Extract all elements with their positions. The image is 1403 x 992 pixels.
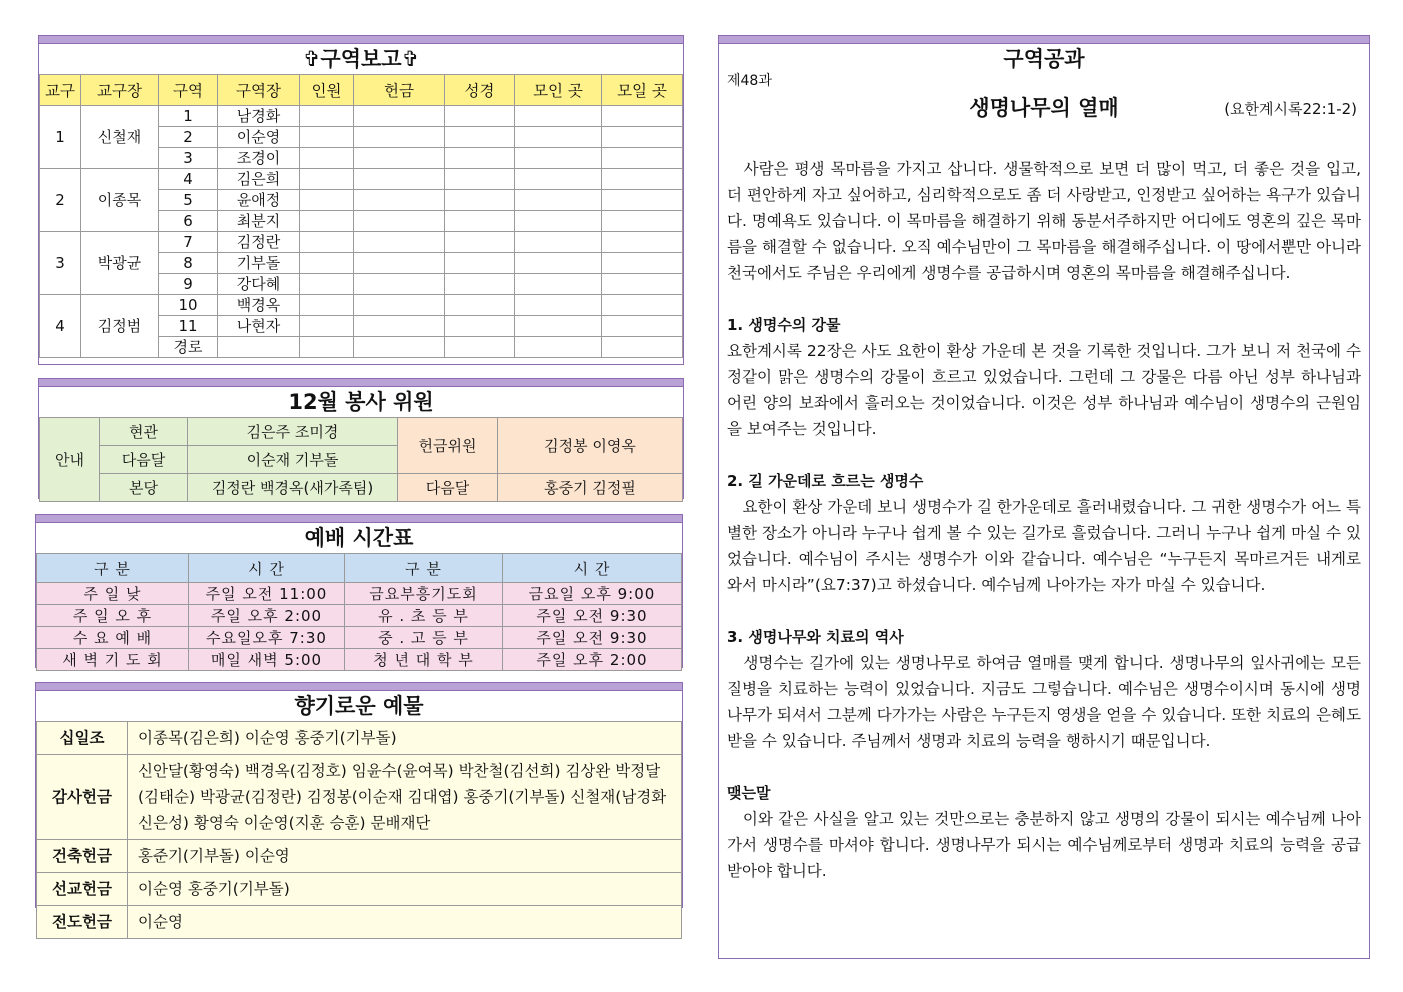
parish-leader-cell: 이종목	[81, 169, 159, 232]
empty-cell	[300, 337, 354, 358]
parish-cell: 3	[40, 232, 81, 295]
offering-committee-names: 김정봉 이영옥	[498, 418, 683, 474]
empty-cell	[602, 211, 683, 232]
lesson-body	[727, 156, 1361, 884]
empty-cell	[300, 190, 354, 211]
offering-names: 이순영	[128, 906, 682, 939]
header-cell: 헌금	[354, 75, 445, 106]
empty-cell	[602, 127, 683, 148]
district-number-cell: 1	[159, 106, 218, 127]
panel-topbar	[39, 36, 683, 44]
service-time-cell: 매일 새벽 5:00	[189, 649, 345, 671]
offering-type-label: 감사헌금	[37, 755, 128, 840]
offering-committee-label: 헌금위원	[398, 418, 498, 474]
service-name-cell: 주 일 낮	[37, 583, 189, 605]
empty-cell	[515, 106, 602, 127]
offering-title: 향기로운 예물	[294, 694, 424, 718]
empty-cell	[445, 253, 515, 274]
parish-leader-cell: 김정범	[81, 295, 159, 358]
empty-cell	[300, 127, 354, 148]
empty-cell	[515, 190, 602, 211]
section-text: 생명수는 길가에 있는 생명나무로 하여금 열매를 맺게 합니다. 생명나무의 잎사귀에는 모든 질병을 치료하는 능력이 있었습니다. 지금도 그렇습니다. 예수님은 생명수이시며 동시에 생명나무가 되셔서 그분께 다가가는 사람은 누구든지 영생을 얻을 수 있습니다. 또한 치료의 은혜도 받을 수 있습니다. 주님께서 생명과 치료의 능력을 행하시기 때문입니다.	[727, 654, 1361, 750]
next-month-names: 홍중기 김정필	[498, 474, 683, 502]
parish-cell: 1	[40, 106, 81, 169]
empty-cell	[515, 148, 602, 169]
empty-cell	[445, 337, 515, 358]
service-place: 본당	[100, 474, 188, 502]
empty-cell	[602, 232, 683, 253]
empty-cell	[300, 148, 354, 169]
header-cell: 모일 곳	[602, 75, 683, 106]
district-number-cell: 8	[159, 253, 218, 274]
district-report-table	[39, 74, 683, 358]
service-time-cell: 주일 오후 2:00	[189, 605, 345, 627]
header-cell: 구역	[159, 75, 218, 106]
empty-cell	[300, 253, 354, 274]
empty-cell	[515, 295, 602, 316]
empty-cell	[354, 253, 445, 274]
empty-cell	[515, 211, 602, 232]
section-title: 3. 생명나무와 치료의 역사	[727, 628, 904, 646]
offering-type-label: 십일조	[37, 722, 128, 755]
district-leader-cell: 강다혜	[218, 274, 300, 295]
empty-cell	[300, 316, 354, 337]
header-cell: 시 간	[503, 554, 682, 583]
empty-cell	[515, 253, 602, 274]
table-row	[40, 295, 683, 316]
service-name-cell: 유 . 초 등 부	[345, 605, 503, 627]
service-time-cell: 주일 오전 9:30	[503, 605, 682, 627]
service-table	[39, 417, 683, 502]
next-month-label: 다음달	[398, 474, 498, 502]
empty-cell	[445, 232, 515, 253]
table-header-row	[40, 75, 683, 106]
empty-cell	[354, 127, 445, 148]
district-number-cell: 4	[159, 169, 218, 190]
table-row	[37, 583, 682, 605]
empty-cell	[445, 211, 515, 232]
empty-cell	[445, 190, 515, 211]
empty-cell	[602, 106, 683, 127]
section-title: 1. 생명수의 강물	[727, 316, 841, 334]
table-row	[37, 649, 682, 671]
empty-cell	[300, 295, 354, 316]
offering-names: 홍준기(기부돌) 이순영	[128, 840, 682, 873]
worship-table	[36, 553, 682, 671]
parish-leader-cell: 박광균	[81, 232, 159, 295]
header-cell: 인원	[300, 75, 354, 106]
lesson-intro: 사람은 평생 목마름을 가지고 삽니다. 생물학적으로 보면 더 많이 먹고, 더 좋은 것을 입고, 더 편안하게 자고 싶어하고, 심리학적으로도 좀 더 사랑받고, 인정받고 싶어하는 욕구가 있습니다. 명예욕도 있습니다. 이 목마름을 해결하기 위해 동분서주하지만 어디에도 영혼의 깊은 목마름을 해결할 수 없습니다. 오직 예수님만이 그 목마름을 해결해주십니다. 이 땅에서뿐만 아니라 천국에서도 주님은 우리에게 생명수를 공급하시며 영혼의 목마름을 해결해주십니다.	[727, 160, 1361, 282]
header-cell: 구 분	[37, 554, 189, 583]
district-body	[40, 106, 683, 358]
empty-cell	[354, 148, 445, 169]
district-leader-cell	[218, 337, 300, 358]
offering-type-label: 건축헌금	[37, 840, 128, 873]
district-number-cell: 6	[159, 211, 218, 232]
service-name-cell: 수 요 예 배	[37, 627, 189, 649]
offering-names: 신안달(황영숙) 백경옥(김정호) 임윤수(윤여목) 박찬철(김선희) 김상완 박정달(김태순) 박광균(김정란) 김정봉(이순재 김대엽) 홍중기(기부돌) 신철재(남경화 신은성) 황영숙 이순영(지훈 승훈) 문배재단	[128, 755, 682, 840]
empty-cell	[300, 106, 354, 127]
empty-cell	[602, 253, 683, 274]
district-leader-cell: 김은희	[218, 169, 300, 190]
empty-cell	[515, 274, 602, 295]
table-row	[37, 627, 682, 649]
empty-cell	[515, 127, 602, 148]
header-cell: 교구	[40, 75, 81, 106]
empty-cell	[445, 316, 515, 337]
parish-cell: 2	[40, 169, 81, 232]
empty-cell	[515, 316, 602, 337]
empty-cell	[300, 232, 354, 253]
empty-cell	[354, 190, 445, 211]
service-name-cell: 새 벽 기 도 회	[37, 649, 189, 671]
empty-cell	[445, 169, 515, 190]
service-time-cell: 주일 오후 2:00	[503, 649, 682, 671]
district-number-cell: 11	[159, 316, 218, 337]
empty-cell	[515, 169, 602, 190]
table-row	[40, 474, 683, 502]
section-text: 요한계시록 22장은 사도 요한이 환상 가운데 본 것을 기록한 것입니다. 그가 보니 저 천국에 수정같이 맑은 생명수의 강물이 흐르고 있었습니다. 그런데 그 강물은 다름 아닌 성부 하나님과 어린 양의 보좌에서 흘러오는 것이었습니다. 이것은 성부 하나님과 예수님이 생명수의 근원임을 보여주는 것입니다.	[727, 342, 1361, 438]
district-number-cell: 경로	[159, 337, 218, 358]
empty-cell	[354, 211, 445, 232]
empty-cell	[354, 169, 445, 190]
service-time-cell: 수요일오후 7:30	[189, 627, 345, 649]
district-leader-cell: 백경옥	[218, 295, 300, 316]
table-header-row	[37, 554, 682, 583]
service-name-cell: 청 년 대 학 부	[345, 649, 503, 671]
worship-title: 예배 시간표	[304, 526, 414, 550]
offering-body	[37, 722, 682, 939]
district-leader-cell: 최분지	[218, 211, 300, 232]
district-leader-cell: 윤애정	[218, 190, 300, 211]
empty-cell	[445, 274, 515, 295]
service-place: 현관	[100, 418, 188, 446]
empty-cell	[515, 232, 602, 253]
district-report-panel	[38, 35, 684, 365]
offering-table	[36, 721, 682, 939]
service-names: 이순재 기부돌	[188, 446, 398, 474]
district-number-cell: 3	[159, 148, 218, 169]
district-leader-cell: 남경화	[218, 106, 300, 127]
district-leader-cell: 조경이	[218, 148, 300, 169]
table-row	[37, 906, 682, 939]
empty-cell	[300, 274, 354, 295]
district-number-cell: 2	[159, 127, 218, 148]
empty-cell	[445, 127, 515, 148]
empty-cell	[445, 295, 515, 316]
district-number-cell: 9	[159, 274, 218, 295]
header-cell: 성경	[445, 75, 515, 106]
empty-cell	[602, 337, 683, 358]
district-leader-cell: 이순영	[218, 127, 300, 148]
empty-cell	[602, 190, 683, 211]
empty-cell	[354, 337, 445, 358]
empty-cell	[300, 169, 354, 190]
empty-cell	[354, 316, 445, 337]
empty-cell	[602, 295, 683, 316]
header-cell: 모인 곳	[515, 75, 602, 106]
header-cell: 시 간	[189, 554, 345, 583]
service-place: 다음달	[100, 446, 188, 474]
offering-names: 이순영 홍중기(기부돌)	[128, 873, 682, 906]
header-cell: 구 분	[345, 554, 503, 583]
service-names: 김은주 조미경	[188, 418, 398, 446]
closing-title: 맺는말	[727, 784, 771, 802]
lesson-header: 구역공과	[1003, 47, 1085, 71]
table-row	[40, 232, 683, 253]
lesson-reference: (요한계시록22:1-2)	[1224, 100, 1357, 118]
service-name-cell: 주 일 오 후	[37, 605, 189, 627]
guide-label: 안내	[40, 418, 100, 502]
parish-cell: 4	[40, 295, 81, 358]
panel-topbar	[719, 36, 1369, 44]
empty-cell	[602, 169, 683, 190]
empty-cell	[354, 295, 445, 316]
empty-cell	[445, 148, 515, 169]
offering-type-label: 전도헌금	[37, 906, 128, 939]
district-leader-cell: 나현자	[218, 316, 300, 337]
district-leader-cell: 기부돌	[218, 253, 300, 274]
header-cell: 교구장	[81, 75, 159, 106]
service-panel	[38, 378, 684, 499]
empty-cell	[300, 211, 354, 232]
panel-topbar	[39, 379, 683, 387]
header-cell: 구역장	[218, 75, 300, 106]
offering-type-label: 선교헌금	[37, 873, 128, 906]
table-row	[40, 169, 683, 190]
lesson-title: 생명나무의 열매	[969, 96, 1119, 120]
service-time-cell: 금요일 오후 9:00	[503, 583, 682, 605]
panel-topbar	[36, 683, 682, 691]
table-row	[40, 418, 683, 446]
service-name-cell: 금요부흥기도회	[345, 583, 503, 605]
service-name-cell: 중 . 고 등 부	[345, 627, 503, 649]
offering-names: 이종목(김은희) 이순영 홍중기(기부돌)	[128, 722, 682, 755]
table-row	[37, 605, 682, 627]
section-text: 요한이 환상 가운데 보니 생명수가 길 한가운데로 흘러내렸습니다. 그 귀한 생명수가 어느 특별한 장소가 아니라 누구나 쉽게 볼 수 있는 길가로 흘렀습니다. 그러니 누구나 쉽게 마실 수 있었습니다. 예수님이 주시는 생명수가 이와 같습니다. 예수님은 “누구든지 목마르거든 내게로 와서 마시라”(요7:37)고 하셨습니다. 예수님께 나아가는 자가 마실 수 있습니다.	[727, 498, 1361, 594]
district-report-title: ✞구역보고✞	[302, 47, 420, 71]
closing-text: 이와 같은 사실을 알고 있는 것만으로는 충분하지 않고 생명의 강물이 되시는 예수님께 나아가서 생명수를 마셔야 합니다. 생명나무가 되시는 예수님께로부터 생명과 치료의 능력을 공급받아야 합니다.	[727, 810, 1361, 880]
service-time-cell: 주일 오전 9:30	[503, 627, 682, 649]
service-title: 12월 봉사 위원	[288, 390, 434, 414]
table-row	[40, 106, 683, 127]
lesson-number: 제48과	[727, 73, 772, 89]
district-number-cell: 10	[159, 295, 218, 316]
district-number-cell: 5	[159, 190, 218, 211]
table-row	[37, 755, 682, 840]
lesson-panel	[718, 35, 1370, 959]
worship-panel	[35, 514, 683, 668]
empty-cell	[602, 148, 683, 169]
district-leader-cell: 김정란	[218, 232, 300, 253]
empty-cell	[602, 274, 683, 295]
panel-topbar	[36, 515, 682, 523]
district-number-cell: 7	[159, 232, 218, 253]
service-names: 김정란 백경옥(새가족팀)	[188, 474, 398, 502]
empty-cell	[354, 232, 445, 253]
empty-cell	[602, 316, 683, 337]
empty-cell	[354, 274, 445, 295]
section-title: 2. 길 가운데로 흐르는 생명수	[727, 472, 924, 490]
table-row	[37, 873, 682, 906]
empty-cell	[445, 106, 515, 127]
worship-body	[37, 583, 682, 671]
table-row	[37, 722, 682, 755]
parish-leader-cell: 신철재	[81, 106, 159, 169]
empty-cell	[354, 106, 445, 127]
empty-cell	[515, 337, 602, 358]
table-row	[37, 840, 682, 873]
offering-panel	[35, 682, 683, 931]
service-time-cell: 주일 오전 11:00	[189, 583, 345, 605]
